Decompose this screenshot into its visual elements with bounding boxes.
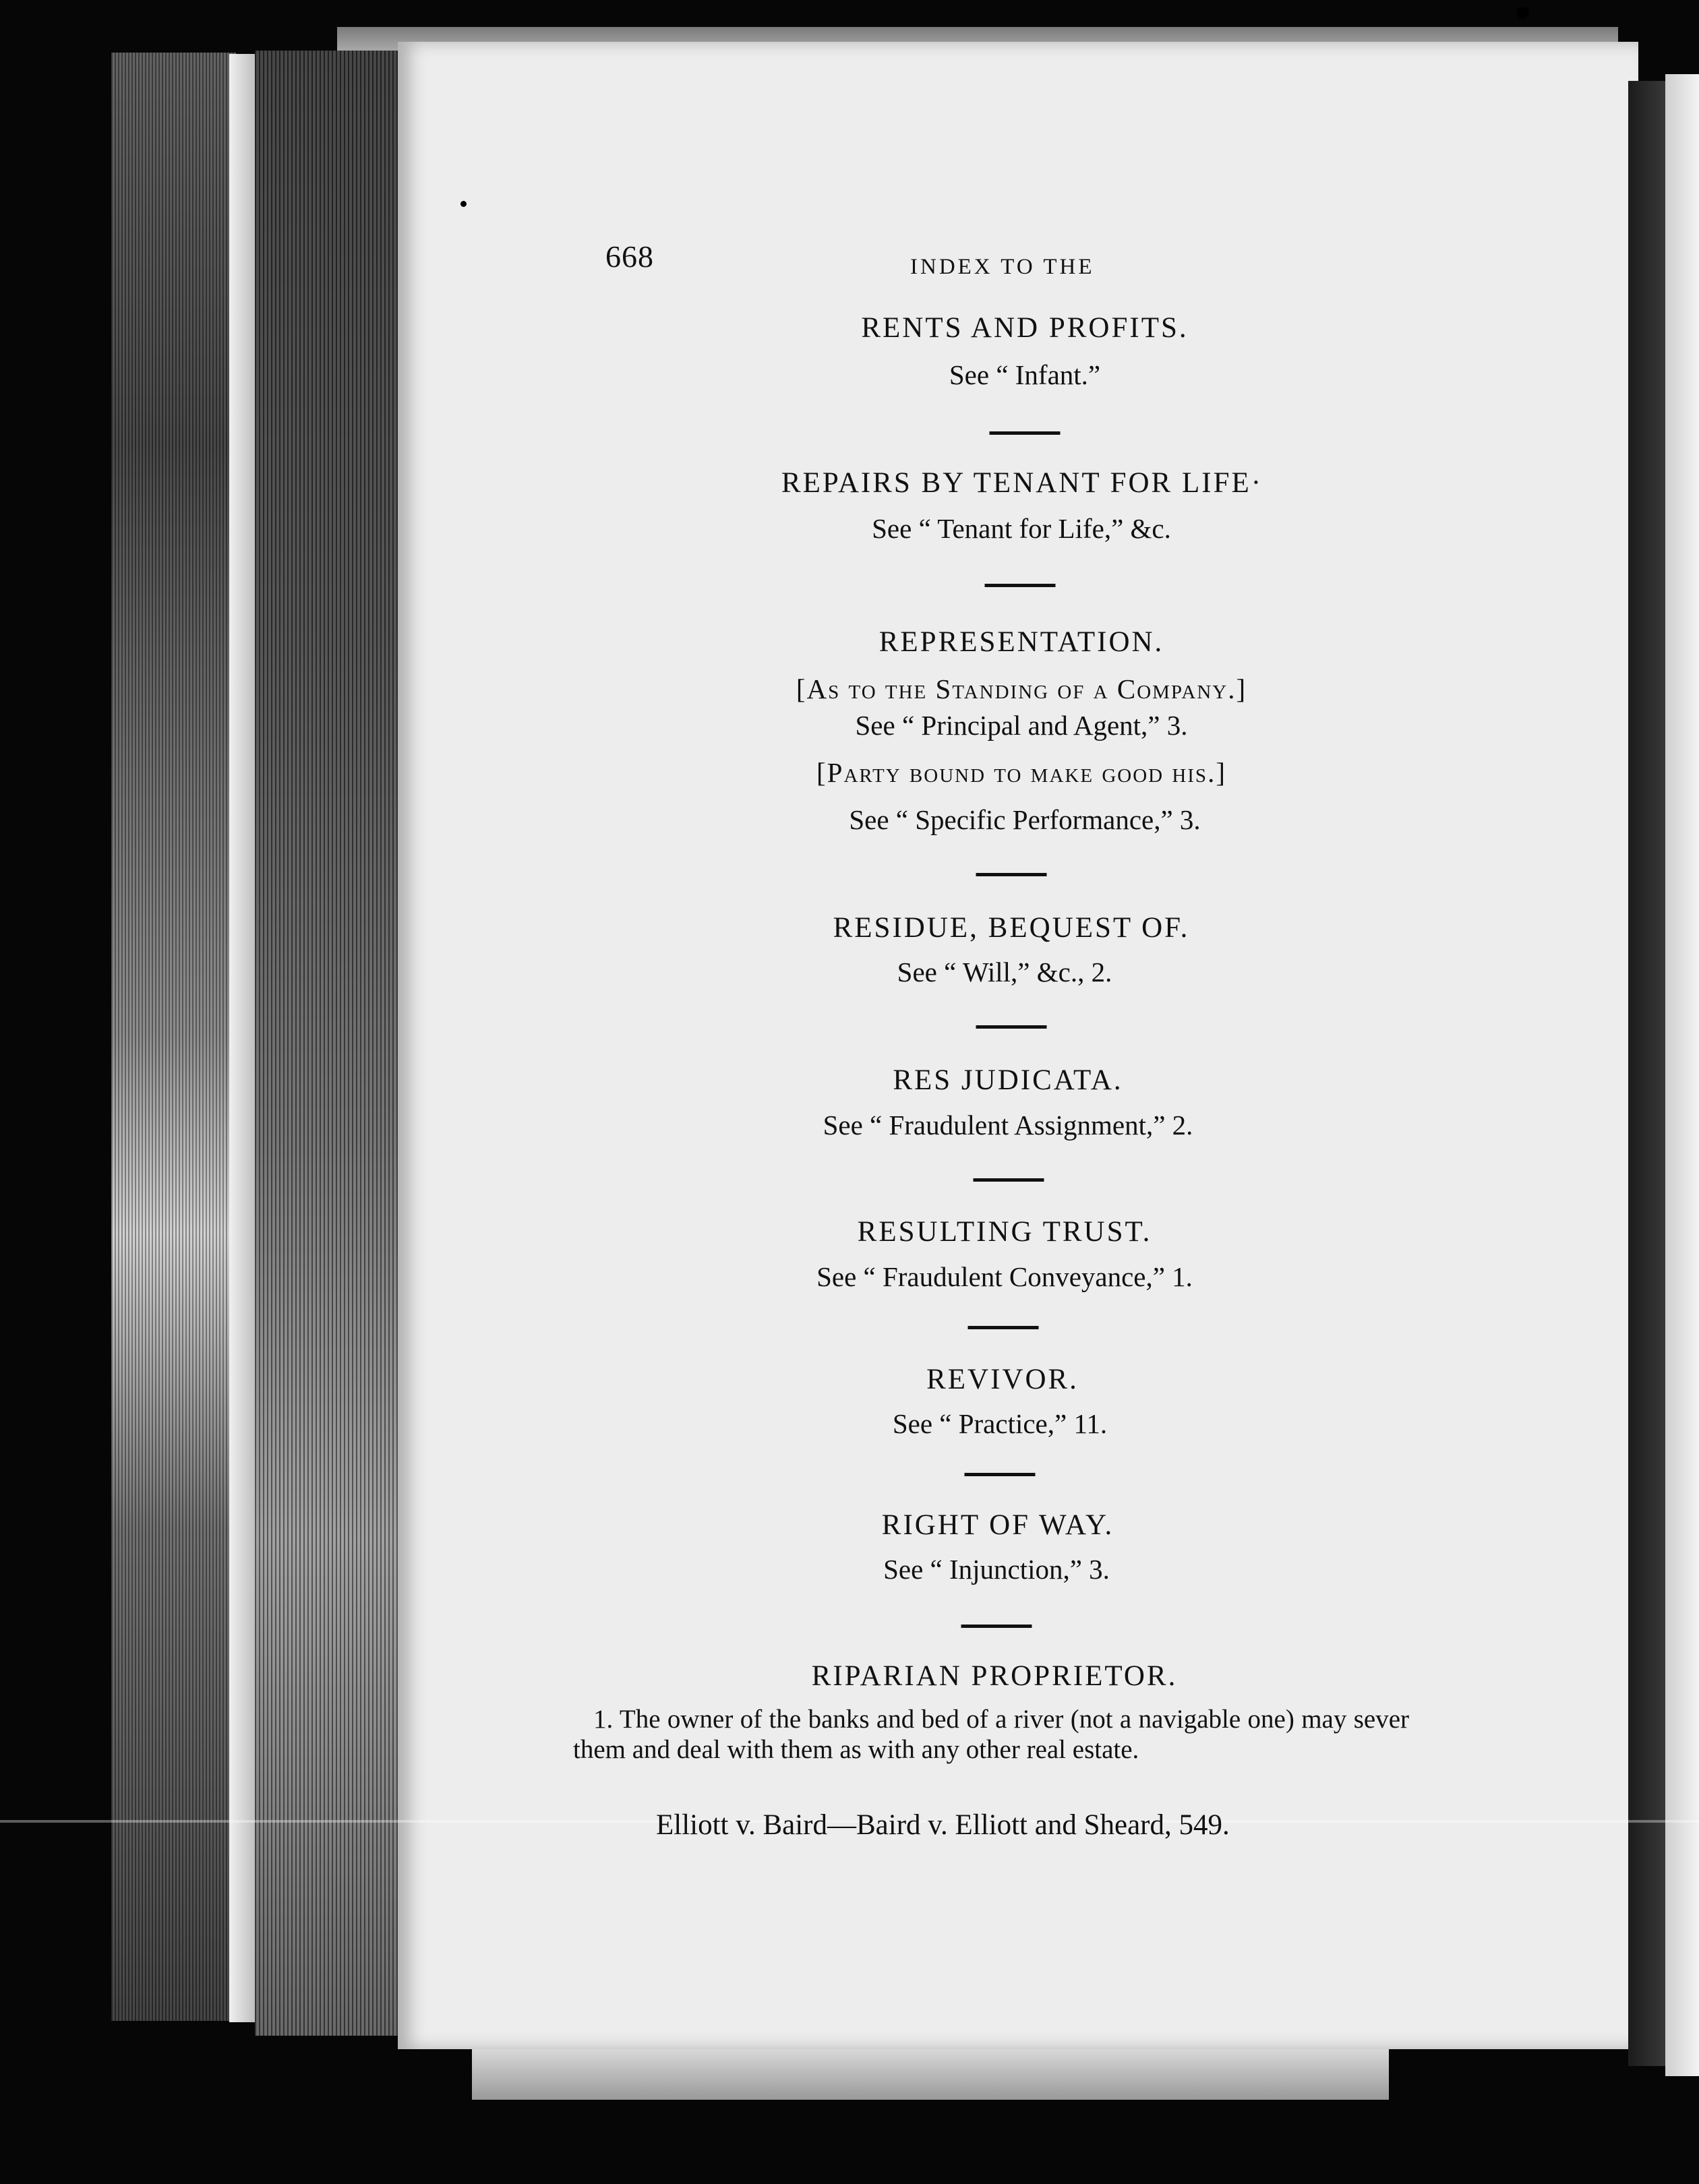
index-heading: RESULTING TRUST. <box>857 1216 1152 1248</box>
cross-reference: See “ Practice,” 11. <box>892 1408 1108 1439</box>
entry-paragraph: 1. The owner of the banks and bed of a river (not a navigable one) may sever them and deal with them as with any other real estate. <box>573 1705 1409 1764</box>
cross-reference: See “ Principal and Agent,” 3. <box>855 710 1188 741</box>
page-number: 668 <box>605 239 654 274</box>
section-divider <box>968 1326 1039 1329</box>
section-divider <box>965 1473 1036 1476</box>
section-divider <box>990 431 1061 435</box>
section-divider <box>961 1625 1032 1628</box>
index-heading: REPRESENTATION. <box>878 626 1164 658</box>
index-heading: REVIVOR. <box>926 1364 1079 1395</box>
section-divider <box>974 1178 1044 1182</box>
subentry-note: [Party bound to make good his.] <box>816 757 1226 788</box>
cross-reference: See “ Infant.” <box>949 359 1101 390</box>
index-heading: RIPARIAN PROPRIETOR. <box>811 1660 1178 1692</box>
section-divider <box>976 873 1047 876</box>
index-heading: RENTS AND PROFITS. <box>861 312 1189 344</box>
cross-reference: See “ Specific Performance,” 3. <box>849 804 1201 835</box>
section-divider <box>985 584 1056 587</box>
index-heading: REPAIRS BY TENANT FOR LIFE· <box>781 467 1263 499</box>
cross-reference: See “ Fraudulent Conveyance,” 1. <box>816 1261 1193 1292</box>
index-heading: RIGHT OF WAY. <box>881 1509 1114 1541</box>
running-title: INDEX TO THE <box>910 255 1095 279</box>
cross-reference: See “ Tenant for Life,” &c. <box>872 513 1171 544</box>
index-heading: RES JUDICATA. <box>893 1064 1123 1096</box>
cross-reference: See “ Injunction,” 3. <box>883 1554 1110 1585</box>
case-citation: Elliott v. Baird—Baird v. Elliott and Sheard, 549. <box>656 1809 1230 1841</box>
subentry-note: [As to the Standing of a Company.] <box>796 673 1247 704</box>
cross-reference: See “ Fraudulent Assignment,” 2. <box>823 1110 1193 1141</box>
section-divider <box>976 1025 1047 1029</box>
index-heading: RESIDUE, BEQUEST OF. <box>833 912 1190 944</box>
cross-reference: See “ Will,” &c., 2. <box>897 957 1112 988</box>
